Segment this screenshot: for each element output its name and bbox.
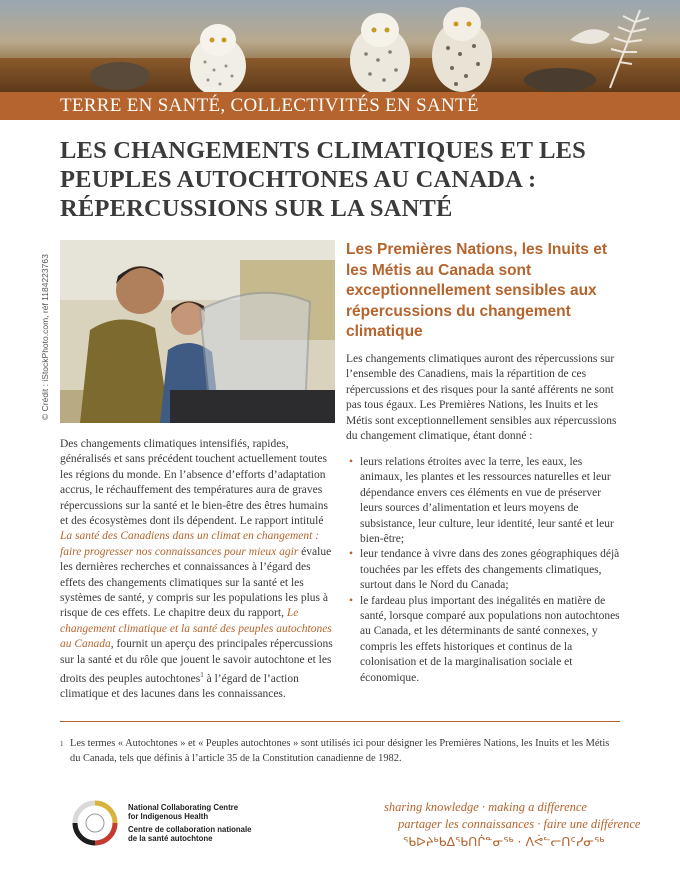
bullet-dot-icon: • [349,456,354,468]
father-child-photo-image [60,240,335,423]
list-item-text: leurs relations étroites avec la terre, les eaux, les animaux, les plantes et les ressources naturelles et leur dépendance envers ces éléments en vue de préserver leurs sources d’alimentation et leurs moyens de subsistance, leur culture, leur identité, leur santé et leur bien-être; [360,456,614,546]
footnote-line-2: du Canada, tels que définis à l’article 35 de la Constitution canadienne de 1982. [70,752,402,764]
bullet-dot-icon: • [349,548,354,561]
page-title [60,136,620,223]
org-name-en-1: National Collaborating Centre [128,803,239,812]
banner-owls-image [0,0,680,92]
list-item [346,594,621,686]
tagline-english: sharing knowledge · making a difference [384,800,587,814]
org-name-fr-1: Centre de collaboration nationale [128,824,252,834]
left-text-2: évalue les dernières recherches et connaissances à l’égard des effets des changements climatiques sur la santé et les systèmes de santé, y compris sur les populations les plus à risque de ces effets. Le chapitre deux du rapport, [60,545,332,620]
report-link[interactable]: La santé des Canadiens dans un climat en changement : faire progresser nos connaissances pour mieux agir [60,530,320,558]
footnote-text-1: Les termes « Autochtones » et « Peuples autochtones » sont utilisés ici pour désigner les Premières Nations, les Inuits et les Métis [70,738,610,749]
org-name-fr-2: de la santé autochtone [128,834,213,844]
banner-title: TERRE EN SANTÉ, COLLECTIVITÉS EN SANTÉ [60,95,479,116]
chapter-link[interactable]: Le changement climatique et la santé des peuples autochtones au Canada [60,607,332,651]
footnote-ref[interactable]: 1 [200,671,204,680]
footnote-divider [60,721,620,722]
photo-credit: © Crédit : iStockPhoto.com, réf 1184223763 [40,254,50,420]
section-subheading: Les Premières Nations, les Inuits et les Métis au Canada sont exceptionnellement sensibles aux répercussions du changement climatique [346,241,608,340]
list-item [346,455,621,547]
footnote-marker: 1 [60,740,64,748]
bullet-list [346,455,621,686]
tagline-french: partager les connaissances · faire une différence [398,817,641,831]
tagline-syllabics: ᖃᐅᔨᒃᑲᐃᖃᑎᒌᓐᓂᖅ · ᐱᕚᓪᓕᑎᑦᓯᓂᖅ [403,834,605,849]
title-line-2: PEUPLES AUTOCHTONES AU CANADA : [60,166,537,193]
left-body-paragraph [60,437,335,703]
organization-name [128,803,251,844]
left-text-1: Des changements climatiques intensifiés, rapides, généralisés et sans précédent touchent actuellement toutes les régions du monde. En l’absence d’efforts d’adaptation accrus, le réchauffement des températures aura de graves répercussions sur la santé et le bien-être des êtres humains et des écosystèmes dont ils dépendent. Le rapport intitulé [60,438,328,528]
footnote [60,737,620,766]
list-item [346,547,621,593]
left-text-4: à l’égard de l’action climatique et des lacunes dans les connaissances. [60,672,299,701]
title-line-1: LES CHANGEMENTS CLIMATIQUES ET LES [60,137,586,164]
bullet-dot-icon: • [349,594,354,607]
list-item-text: le fardeau plus important des inégalités en matière de santé, lorsque comparé aux populations non autochtones au Canada, et les déterminants de santé connexes, y compris les effets historiques et continus de la colonisation et de la marginalisation sociale et économique. [360,594,620,684]
nccih-logo-icon [72,800,118,846]
list-item-text: leur tendance à vivre dans des zones géographiques déjà touchées par les effets des changements climatiques, surtout dans le Nord du Canada; [360,548,620,592]
left-text-3: , fournit un aperçu des principales répercussions sur la santé et du rôle que jouent le savoir autochtone et les droits des peuples autochtones [60,638,333,685]
footnote-line-1 [60,737,620,752]
org-name-en-2: for Indigenous Health [128,812,209,822]
right-intro-paragraph: Les changements climatiques auront des répercussions sur l’ensemble des Canadiens, mais la répartition de ces répercussions et des risques pour la santé afférents ne sont pas tous égaux. Les Premières Nations, les Inuits et les Métis sont exceptionnellement sensibles aux répercussions du changement climatique, étant donné : [346,353,617,443]
hero-photo [60,240,335,423]
header-banner [0,0,680,120]
title-line-3: RÉPERCUSSIONS SUR LA SANTÉ [60,195,453,222]
